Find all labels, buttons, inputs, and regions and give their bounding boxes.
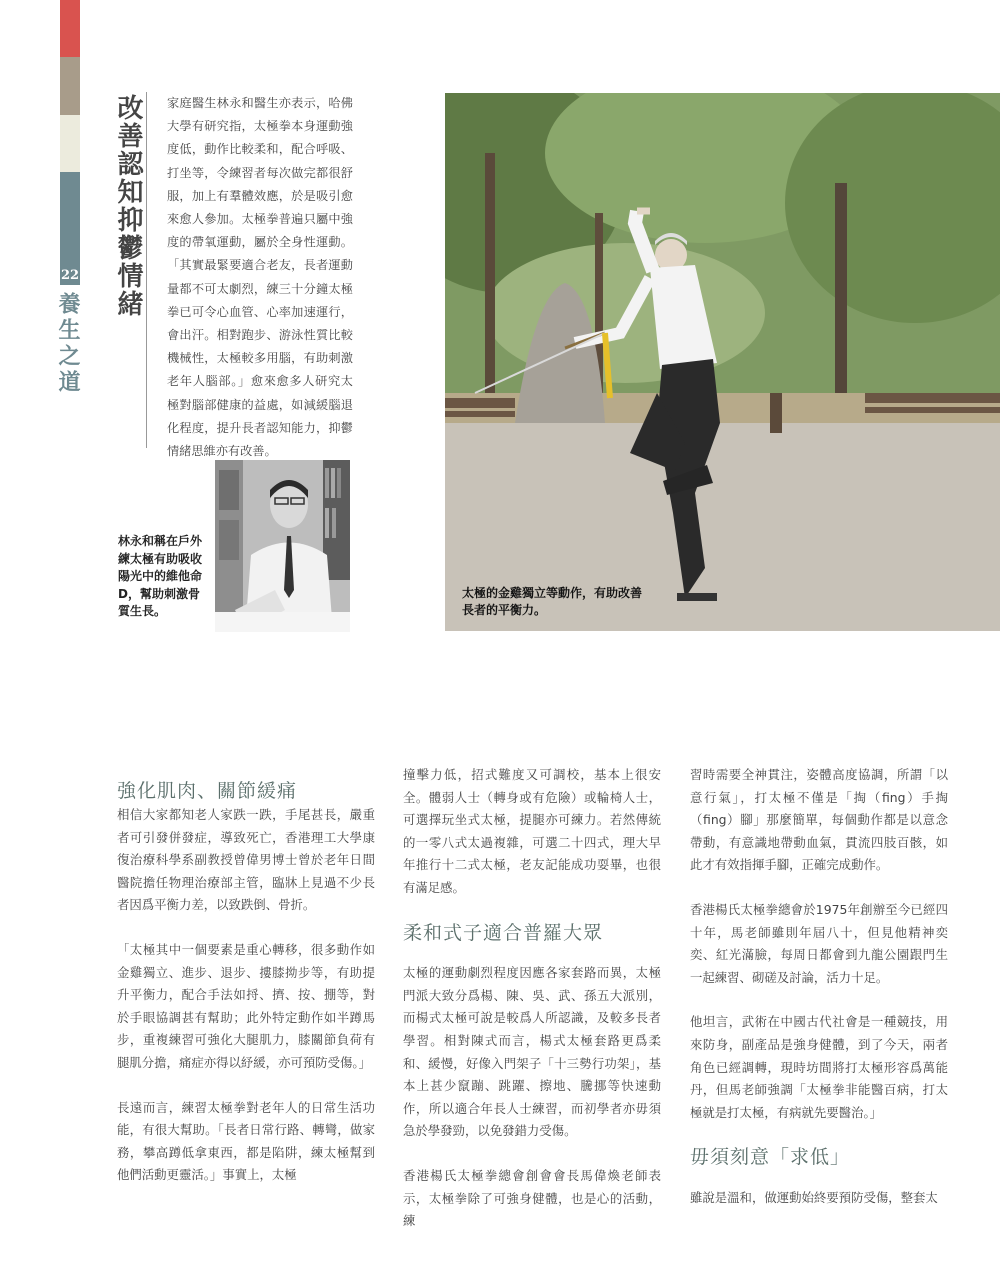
portrait-caption: 林永和稱在戶外練太極有助吸收陽光中的維他命D，幫助刺激骨質生長。 (118, 534, 203, 619)
col2-paragraph-2: 太極的運動劇烈程度因應各家套路而異，太極門派大致分爲楊、陳、吳、武、孫五大派別，而楊式太極可說是較爲人所認識，及較多長者學習。相對陳式而言，楊式太極套路更爲柔和、緩慢，好像入門架子「十三勢行功架」，基本上甚少竄蹦、跳躍、擦地、騰挪等快速動作，所以適合年長人士練習，而初學者亦毋須急於學發勁，以免發錯力受傷。 (403, 965, 661, 1139)
col1-paragraph-2: 「太極其中一個要素是重心轉移，很多動作如金雞獨立、進步、退步、摟膝拗步等，有助提升平衡力，配合手法如捋、擠、按、掤等，對於手眼協調甚有幫助；此外特定動作如半蹲馬步，重複練習可強化大腿肌力，膝關節負荷有腿肌分擔，痛症亦得以紓緩，亦可預防受傷。」 (117, 941, 375, 1070)
col3-paragraph-2: 香港楊氏太極拳總會於1975年創辦至今已經四十年，馬老師雖則年屆八十，但見他精神奕奕、紅光滿臉，每周日都會到九龍公園跟門生一起練習、砌磋及討論，活力十足。 (690, 901, 948, 985)
sidebar-divider (146, 92, 147, 448)
col3-paragraph-3: 他坦言，武術在中國古代社會是一種競技，用來防身，副產品是強身健體，到了今天，兩者角色已經調轉，現時坊間將打太極形容爲萬能丹，但馬老師強調「太極拳非能醫百病，打太極就是打太極，有病就先要醫治。」 (690, 1014, 948, 1120)
heading-gentle-style: 柔和式子適合普羅大眾 (403, 921, 604, 944)
article-column-2 (403, 764, 661, 1255)
color-strip-taupe (60, 57, 80, 115)
color-strip-cream (60, 115, 80, 172)
section-label: 養生之道 (55, 292, 81, 396)
col3-paragraph-4: 雖說是溫和，做運動始終要預防受傷，整套太 (690, 1189, 938, 1205)
article-column-3 (690, 764, 948, 1232)
page-number: 22 (60, 268, 80, 283)
article-column-1 (117, 804, 375, 1209)
heading-no-need-low: 毋須刻意「求低」 (690, 1146, 851, 1169)
photo-caption: 太極的金雞獨立等動作，有助改善長者的平衡力。 (462, 586, 643, 617)
col3-paragraph-1: 習時需要全神貫注，姿體高度協調，所謂「以意行氣」，打太極不僅是「掏（fing）手掏（fing）腳」那麼簡單，每個動作都是以意念帶動，有意識地帶動血氣，貫流四肢百骸，如此才有效指揮手腳，正確完成動作。 (690, 767, 948, 873)
col2-paragraph-3: 香港楊氏太極拳總會創會會長馬偉煥老師表示，太極拳除了可強身健體，也是心的活動，練 (403, 1167, 661, 1229)
col1-paragraph-3: 長遠而言，練習太極拳對老年人的日常生活功能，有很大幫助。「長者日常行路、轉彎，做家務，攀高蹲低拿東西，都是陷阱，練太極幫到他們活動更靈活。」事實上，太極 (117, 1099, 375, 1183)
color-strip-red (60, 0, 80, 57)
taichi-scene-illustration (445, 93, 1000, 631)
col2-paragraph-1: 撞擊力低，招式難度又可調校，基本上很安全。體弱人士（轉身或有危險）或輪椅人士，可選擇玩坐式太極，提腿亦可練力。若然傳統的一零八式太過複雜，可選二十四式，理大早年推行十二式太極，老友記能成功耍畢，也很有滿足感。 (403, 767, 661, 895)
intro-text: 家庭醫生林永和醫生亦表示，哈佛大學有研究指，太極拳本身運動強度低，動作比較柔和，配合呼吸、打坐等，令練習者每次做完都很舒服，加上有羣體效應，於是吸引愈來愈人參加。太極拳普遍只屬中強度的帶氧運動，屬於全身性運動。「其實最緊要適合老友，長者運動量都不可太劇烈，練三十分鐘太極拳已可令心血管、心率加速運行，會出汗。相對跑步、游泳性質比較機械性，太極較多用腦，有助刺激老年人腦部。」愈來愈多人研究太極對腦部健康的益處，如減緩腦退化程度，提升長者認知能力，抑鬱情緒思維亦有改善。 (167, 96, 353, 459)
heading-strengthen-muscles: 強化肌肉、關節緩痛 (117, 780, 298, 802)
col1-paragraph-1: 相信大家都知老人家跌一跌，手尾甚長，嚴重者可引發併發症，導致死亡，香港理工大學康復治療科學系副教授曾偉男博士曾於老年日間醫院擔任物理治療部主管，臨牀上見過不少長者因爲平衡力差，以致跌倒、骨折。 (117, 807, 375, 913)
portrait-illustration (215, 460, 350, 632)
sidebar-title: 改善認知抑鬱情緒 (113, 94, 143, 318)
doctor-portrait-photo (215, 460, 350, 632)
taichi-photo (445, 93, 1000, 631)
